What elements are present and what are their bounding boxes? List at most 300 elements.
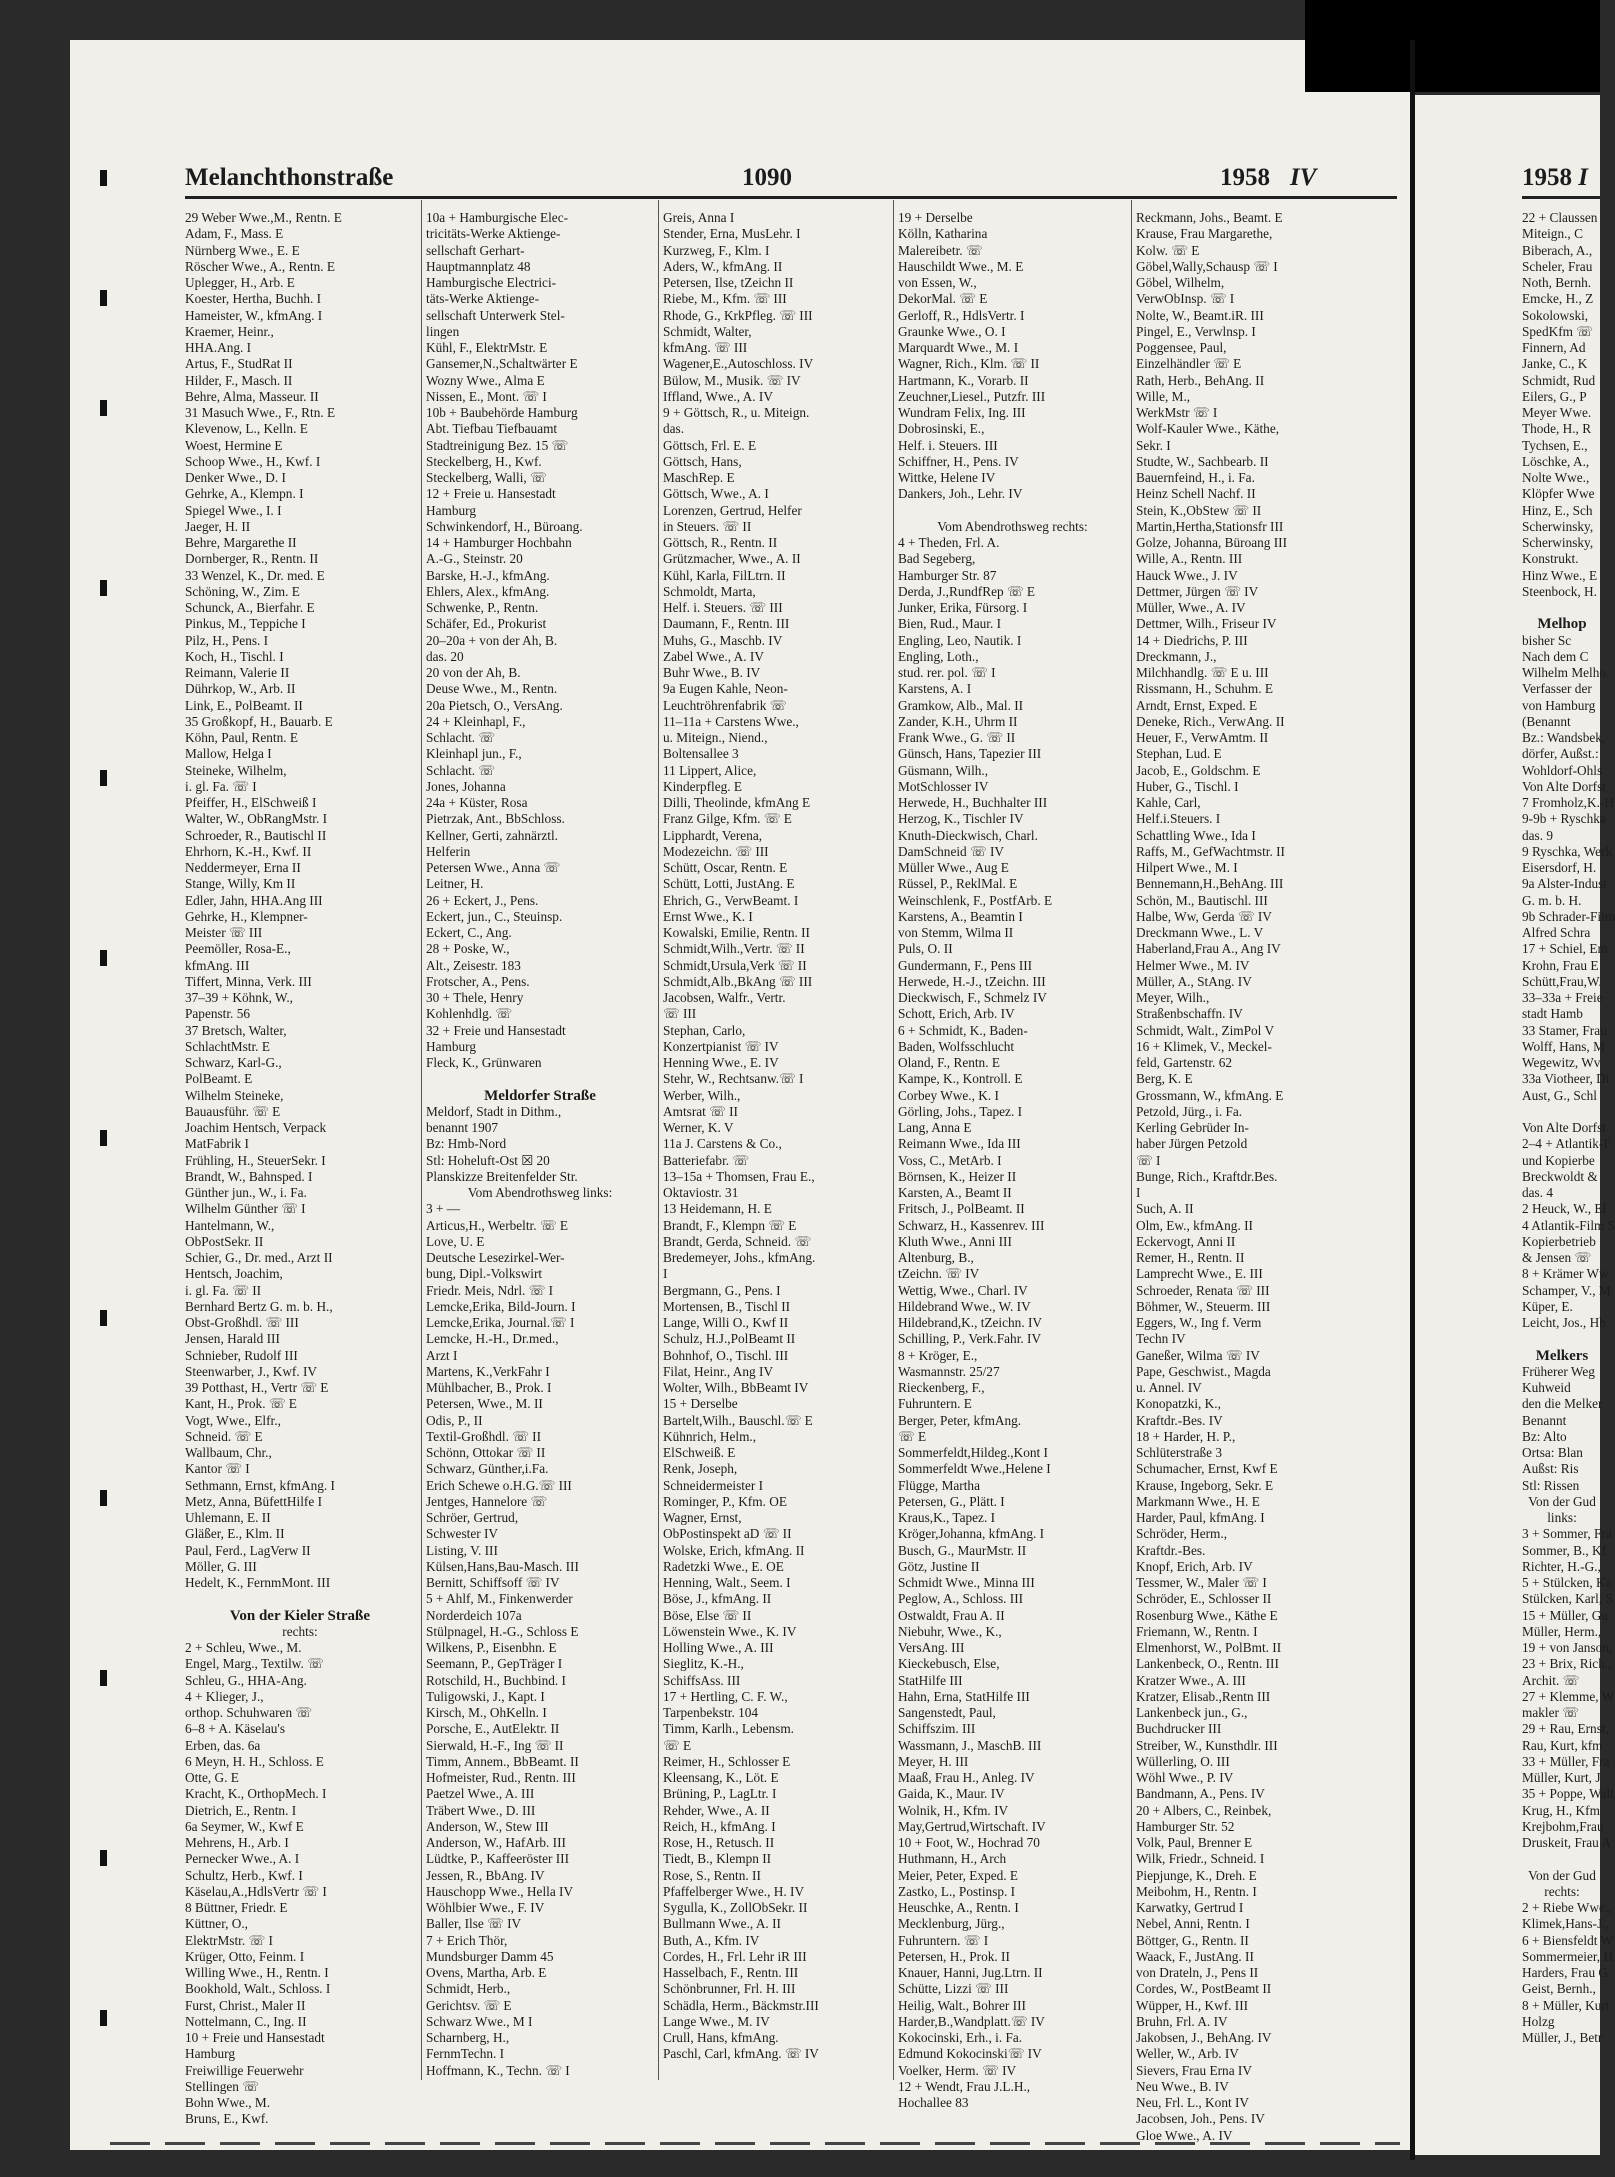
directory-entry: Joachim Hentsch, Verpack: [185, 1120, 327, 1135]
directory-entry: Kühl, Karla, FilLtrn. II: [663, 567, 786, 583]
directory-entry: Bookhold, Walt., Schloss. I: [185, 1981, 331, 1997]
directory-entry: Wasmannstr. 25/27: [898, 1363, 1000, 1379]
directory-entry: A.-G., Steinstr. 20: [426, 551, 523, 567]
directory-entry: Schwenke, P., Rentn.: [426, 600, 539, 615]
directory-entry: Tiedt, B., Klempn II: [663, 1851, 772, 1867]
directory-entry: Lankenbeck, O., Rentn. III: [1136, 1656, 1279, 1672]
directory-entry: Herwede, H.-J., tZeichn. III: [898, 973, 1046, 989]
bottom-dashed-rule: [110, 2142, 1400, 2145]
directory-entry: Gläßer, E., Klm. II: [185, 1526, 285, 1542]
directory-entry: 17 + Hertling, C. F. W.,: [663, 1688, 788, 1704]
directory-entry: rechts:: [1544, 1883, 1580, 1899]
directory-entry: Gaida, K., Maur. IV: [898, 1786, 1005, 1802]
directory-entry: feld, Gartenstr. 62: [1136, 1055, 1233, 1070]
directory-entry: Nolte Wwe.,: [1522, 470, 1590, 485]
directory-entry: Hartmann, K., Vorarb. II: [898, 372, 1029, 388]
directory-entry: Hilder, F., Masch. II: [185, 372, 293, 388]
directory-entry: Erich Schewe o.H.G.☏ III: [426, 1477, 572, 1493]
directory-entry: Nebel, Anni, Rentn. I: [1136, 1916, 1250, 1932]
directory-entry: Edler, Jahn, HHA.Ang III: [185, 892, 323, 908]
directory-entry: Müller, A., StAng. IV: [1136, 973, 1252, 989]
directory-entry: Hofmeister, Rud., Rentn. III: [426, 1770, 576, 1785]
directory-entry: Corbey Wwe., K. I: [898, 1087, 999, 1103]
directory-entry: Helmer Wwe., M. IV: [1136, 957, 1250, 973]
directory-entry: Müller Wwe., Aug E: [898, 860, 1009, 875]
directory-entry: Zastko, L., Postinsp. I: [898, 1883, 1016, 1899]
directory-entry: Börnsen, K., Heizer II: [898, 1168, 1017, 1184]
directory-entry: Streiber, W., Kunsthdlr. III: [1136, 1737, 1278, 1753]
directory-entry: 7 + Erich Thör,: [426, 1932, 508, 1948]
directory-entry: Deutsche Lesezirkel-Wer-: [426, 1250, 565, 1265]
directory-entry: Bauernfeind, H., i. Fa.: [1136, 470, 1255, 485]
directory-entry: Oktaviostr. 31: [663, 1185, 739, 1200]
directory-entry: Hedelt, K., FernmMont. III: [185, 1575, 331, 1590]
directory-entry: 11 Lippert, Alice,: [663, 762, 757, 778]
directory-entry: Wille, M.,: [1136, 388, 1191, 404]
directory-entry: Leuchtröhrenfabrik ☏: [663, 697, 787, 713]
directory-entry: Schröer, Gertrud,: [426, 1510, 519, 1525]
directory-entry: Anderson, W., Stew III: [426, 1818, 549, 1834]
directory-entry: Rüssel, P., ReklMal. E: [898, 876, 1018, 892]
directory-entry: Kellner, Gerti, zahnärztl.: [426, 827, 559, 843]
directory-entry: das. 20: [426, 648, 464, 664]
directory-entry: Melhop: [1537, 616, 1587, 633]
directory-entry: Kölln, Katharina: [898, 226, 988, 242]
binding-mark: [100, 580, 107, 596]
directory-entry: Emcke, H., Z: [1522, 291, 1594, 307]
directory-entry: 9b Schrader-Film: [1522, 908, 1615, 924]
directory-entry: Schattling Wwe., Ida I: [1136, 827, 1256, 843]
directory-entry: Gehrke, H., Klempner-: [185, 908, 308, 924]
directory-entry: Helf. i. Steuers. ☏ III: [663, 600, 783, 615]
directory-entry: Reckmann, Johs., Beamt. E: [1136, 210, 1283, 225]
directory-entry: Abt. Tiefbau Tiefbauamt: [426, 421, 558, 437]
directory-entry: [1522, 1851, 1602, 1867]
directory-entry: Schilling, P., Verk.Fahr. IV: [898, 1331, 1042, 1347]
directory-entry: ObPostinspekt aD ☏ II: [663, 1526, 792, 1542]
directory-entry: Steckelberg, Walli, ☏: [426, 470, 547, 485]
directory-entry: Peemöller, Rosa-E.,: [185, 941, 291, 957]
directory-entry: Golze, Johanna, Büroang III: [1136, 535, 1288, 550]
binding-mark: [100, 1130, 107, 1146]
directory-entry: Schamper, V., M: [1522, 1282, 1611, 1298]
directory-entry: Sieglitz, K.-H.,: [663, 1656, 744, 1672]
directory-entry: Wilkens, P., Eisenbhn. E: [426, 1640, 557, 1655]
directory-entry: Schleu, G., HHA-Ang.: [185, 1672, 307, 1688]
directory-entry: Jacob, E., Goldschm. E: [1136, 762, 1261, 778]
directory-entry: Schütt,Frau,W.: [1522, 973, 1602, 989]
directory-entry: Bz: Alto: [1522, 1428, 1567, 1444]
binding-mark: [100, 1850, 107, 1866]
directory-entry: Pfeiffer, H., ElSchweiß I: [185, 795, 317, 810]
directory-entry: Seemann, P., GepTräger I: [426, 1656, 563, 1672]
directory-entry: Von der Kieler Straße: [229, 1607, 371, 1624]
directory-entry: Von Alte Dorfst: [1522, 778, 1606, 794]
directory-entry: Janke, C., K: [1522, 356, 1588, 372]
directory-entry: Buth, A., Kfm. IV: [663, 1932, 760, 1948]
directory-entry: Köhn, Paul, Rentn. E: [185, 730, 299, 745]
directory-entry: Buhr Wwe., B. IV: [663, 665, 761, 680]
directory-entry: Stadtreinigung Bez. 15 ☏: [426, 437, 569, 453]
directory-entry: Wozny Wwe., Alma E: [426, 372, 545, 388]
directory-entry: Stange, Willy, Km II: [185, 876, 296, 892]
directory-entry: Kahle, Carl,: [1136, 795, 1201, 810]
directory-entry: Hahn, Erna, StatHilfe III: [898, 1688, 1030, 1704]
directory-entry: Wegewitz, Wv: [1522, 1055, 1601, 1070]
directory-entry: 16 + Klimek, V., Meckel-: [1136, 1038, 1272, 1054]
directory-entry: Schmidt, Herb.,: [426, 1981, 511, 1997]
binding-mark: [100, 950, 107, 966]
directory-entry: Wolff, Hans, M: [1522, 1038, 1605, 1054]
directory-entry: Breckwoldt &: [1522, 1168, 1598, 1184]
directory-entry: Sierwald, H.-F., Ing ☏ II: [426, 1737, 564, 1753]
directory-entry: Spiegel Wwe., I. I: [185, 502, 282, 518]
directory-entry: Fuhruntern. E: [898, 1396, 972, 1412]
column-divider: [421, 200, 422, 2080]
directory-entry: Schneidermeister I: [663, 1477, 764, 1493]
directory-entry: Schmoldt, Marta,: [663, 583, 756, 599]
directory-entry: Flügge, Martha: [898, 1477, 980, 1493]
binding-mark: [100, 170, 107, 186]
directory-entry: Ehrhorn, K.-H., Kwf. II: [185, 843, 312, 859]
directory-entry: Wettig, Wwe., Charl. IV: [898, 1282, 1028, 1298]
directory-entry: Bz.: Wandsbek,: [1522, 730, 1606, 745]
directory-entry: Otte, G. E: [185, 1770, 239, 1785]
directory-entry: Timm, Annem., BbBeamt. II: [426, 1753, 579, 1769]
directory-entry: 8 + Krämer Ww: [1522, 1266, 1609, 1282]
directory-entry: Lüdtke, P., Kaffeeröster III: [426, 1851, 570, 1867]
directory-entry: Werber, Wilh.,: [663, 1087, 741, 1103]
directory-entry: FernmTechn. I: [426, 2046, 505, 2062]
directory-entry: Gerloff, R., HdlsVertr. I: [898, 307, 1025, 323]
directory-entry: HHA.Ang. I: [185, 340, 252, 355]
directory-entry: Steenwarber, J., Kwf. IV: [185, 1363, 318, 1379]
directory-entry: Lemcke,Erika, Journal.☏ I: [426, 1315, 575, 1330]
directory-entry: 2–4 + Atlantik-F: [1522, 1136, 1611, 1152]
directory-entry: Löschke, A.,: [1522, 453, 1590, 469]
directory-entry: Schmidt,Ursula,Verk ☏ II: [663, 957, 807, 973]
directory-entry: 6 Meyn, H. H., Schloss. E: [185, 1753, 324, 1769]
directory-entry: Hoffmann, K., Techn. ☏ I: [426, 2062, 570, 2078]
directory-entry: Wagner, Ernst,: [663, 1510, 742, 1525]
directory-entry: Ganeßer, Wilma ☏ IV: [1136, 1347, 1260, 1363]
directory-entry: Hentsch, Joachim,: [185, 1266, 283, 1282]
directory-entry: Weinschlenk, F., PostfArb. E: [898, 892, 1053, 908]
directory-entry: Denker Wwe., D. I: [185, 470, 286, 485]
directory-entry: Elmenhorst, W., PolBmt. II: [1136, 1640, 1282, 1655]
directory-entry: Bullmann Wwe., A. II: [663, 1916, 781, 1932]
binding-mark: [100, 1310, 107, 1326]
directory-entry: Karstens, A., Beamtin I: [898, 908, 1023, 924]
directory-entry: Hildebrand,K., tZeichn. IV: [898, 1315, 1043, 1330]
directory-entry: 4 + Klieger, J.,: [185, 1688, 264, 1704]
directory-entry: Brandt, W., Bahnsped. I: [185, 1168, 313, 1184]
directory-entry: Petersen, Ilse, tZeichn II: [663, 275, 794, 290]
directory-entry: Olm, Ew., kfmAng. II: [1136, 1217, 1253, 1233]
directory-entry: Schröder, E., Schlosser II: [1136, 1591, 1272, 1607]
directory-entry: 2 + Riebe Wwe.,: [1522, 1900, 1612, 1915]
directory-entry: Sygulla, K., ZollObSekr. II: [663, 1900, 808, 1915]
directory-entry: Bien, Rud., Maur. I: [898, 616, 1002, 632]
directory-entry: 35 Großkopf, H., Bauarb. E: [185, 713, 333, 729]
directory-entry: Von der Gud: [1528, 1493, 1596, 1509]
directory-entry: rechts:: [282, 1623, 318, 1639]
directory-entry: tricitäts-Werke Aktienge-: [426, 226, 561, 242]
directory-entry: Schwarz, H., Kassenrev. III: [898, 1217, 1045, 1233]
directory-entry: Kratzer, Elisab.,Rentn III: [1136, 1688, 1271, 1704]
directory-entry: Busch, G., MaurMstr. II: [898, 1542, 1027, 1558]
directory-entry: Frotscher, A., Pens.: [426, 973, 530, 989]
directory-entry: Fleck, K., Grünwaren: [426, 1055, 542, 1070]
directory-entry: Kröger,Johanna, kfmAng. I: [898, 1526, 1045, 1542]
directory-entry: Friemann, W., Rentn. I: [1136, 1623, 1258, 1639]
directory-entry: Pernecker Wwe., A. I: [185, 1851, 300, 1867]
directory-entry: Meier, Peter, Exped. E: [898, 1867, 1019, 1883]
directory-entry: [1522, 1331, 1602, 1347]
directory-entry: 24 + Kleinhapl, F.,: [426, 713, 526, 729]
directory-entry: Gehrke, A., Klempn. I: [185, 486, 304, 502]
directory-entry: Malereibetr. ☏: [898, 242, 983, 258]
directory-entry: Nottelmann, C., Ing. II: [185, 2013, 307, 2029]
directory-entry: Hinz Wwe., E: [1522, 567, 1598, 583]
directory-entry: [1522, 600, 1602, 616]
directory-entry: Renk, Joseph,: [663, 1461, 738, 1477]
directory-entry: Walter, W., ObRangMstr. I: [185, 811, 328, 827]
directory-entry: ☏ I: [1136, 1152, 1161, 1168]
directory-entry: Stülcken, Karl, S: [1522, 1591, 1613, 1607]
directory-entry: Frühling, H., SteuerSekr. I: [185, 1152, 326, 1168]
directory-entry: Hauschildt Wwe., M. E: [898, 258, 1024, 274]
directory-entry: Kokocinski, Erh., i. Fa.: [898, 2030, 1023, 2045]
directory-entry: Scherwinsky,: [1522, 535, 1594, 550]
directory-entry: SchlachtMstr. E: [185, 1038, 270, 1054]
directory-entry: 9-9b + Ryschka: [1522, 811, 1606, 827]
directory-entry: Ortsa: Blan: [1522, 1445, 1583, 1460]
directory-entry: Uplegger, H., Arb. E: [185, 275, 295, 290]
directory-entry: Bernitt, Schiffsoff ☏ IV: [426, 1575, 560, 1590]
directory-entry: Bennemann,H.,BehAng. III: [1136, 876, 1284, 892]
directory-entry: Böse, J., kfmAng. II: [663, 1591, 772, 1607]
directory-entry: Heilig, Walt., Bohrer III: [898, 1997, 1026, 2013]
directory-entry: MatFabrik I: [185, 1136, 249, 1152]
directory-entry: 8 + Müller, Kurt: [1522, 1997, 1610, 2013]
directory-entry: Haberland,Frau A., Ang IV: [1136, 941, 1281, 957]
directory-entry: 17 + Schiel, Em: [1522, 941, 1608, 957]
directory-entry: Erben, das. 6a: [185, 1737, 261, 1753]
column-divider: [1131, 200, 1132, 2080]
directory-entry: Möller, G. III: [185, 1558, 257, 1574]
directory-entry: Mühlbacher, B., Prok. I: [426, 1380, 552, 1395]
directory-entry: Leicht, Jos., Hb: [1522, 1315, 1606, 1330]
directory-entry: Daumann, F., Rentn. III: [663, 616, 790, 632]
directory-entry: Raffs, M., GefWachtmstr. II: [1136, 843, 1285, 859]
directory-entry: Paul, Ferd., LagVerw II: [185, 1542, 311, 1558]
directory-entry: Schlacht. ☏: [426, 730, 496, 745]
directory-entry: Stephan, Lud. E: [1136, 746, 1222, 762]
directory-entry: sellschaft Unterwerk Stel-: [426, 307, 565, 323]
directory-entry: u. Miteign., Niend.,: [663, 730, 768, 745]
directory-entry: Wüpper, H., Kwf. III: [1136, 1997, 1249, 2013]
directory-entry: 12 + Wendt, Frau J.L.H.,: [898, 2078, 1031, 2094]
directory-entry: 2 + Schleu, Wwe., M.: [185, 1640, 302, 1655]
directory-entry: Paetzel Wwe., A. III: [426, 1786, 535, 1802]
directory-entry: Wittke, Helene IV: [898, 470, 996, 485]
directory-entry: Hamburg: [185, 2046, 235, 2062]
directory-entry: Stl: Rissen: [1522, 1477, 1580, 1493]
directory-entry: Lemcke, H.-H., Dr.med.,: [426, 1331, 559, 1347]
street-heading: Melanchthonstraße: [185, 164, 394, 191]
directory-entry: 10a + Hamburgische Elec-: [426, 210, 569, 225]
directory-entry: Jacobsen, Walfr., Vertr.: [663, 990, 786, 1005]
directory-entry: Dietrich, E., Rentn. I: [185, 1802, 297, 1818]
directory-entry: Remer, H., Rentn. II: [1136, 1250, 1245, 1265]
directory-entry: Such, A. II: [1136, 1201, 1194, 1217]
directory-entry: Lange Wwe., M. IV: [663, 2013, 770, 2029]
directory-entry: & Jensen ☏: [1522, 1250, 1592, 1265]
directory-entry: Schroeder, R., Bautischl II: [185, 827, 327, 843]
directory-entry: DamSchneid ☏ IV: [898, 843, 1004, 859]
directory-entry: 10 + Foot, W., Hochrad 70: [898, 1835, 1040, 1850]
directory-entry: StatHilfe III: [898, 1672, 963, 1688]
directory-entry: Stehr, W., Rechtsanw.☏ I: [663, 1071, 804, 1087]
directory-entry: Wolf-Kauler Wwe., Käthe,: [1136, 421, 1280, 437]
directory-entry: Sommermeier, H: [1522, 1948, 1614, 1964]
directory-entry: Stephan, Carlo,: [663, 1022, 746, 1038]
directory-entry: Einzelhändler ☏ E: [1136, 356, 1242, 372]
directory-entry: Wüllerling, O. III: [1136, 1753, 1230, 1769]
directory-entry: Gansemer,N.,Schaltwärter E: [426, 356, 578, 372]
directory-entry: Hameister, W., kfmAng. I: [185, 307, 323, 323]
directory-entry: Sokolowski,: [1522, 307, 1589, 323]
directory-entry: Petzold, Jürg., i. Fa.: [1136, 1103, 1243, 1119]
directory-entry: Schädla, Herm., Bäckmstr.III: [663, 1997, 819, 2013]
directory-entry: Göttsch, R., Rentn. II: [663, 535, 778, 550]
directory-entry: das.: [663, 421, 685, 437]
directory-column-2: [426, 210, 654, 2090]
directory-entry: ElSchweiß. E: [663, 1445, 736, 1460]
directory-entry: Sekr. I: [1136, 437, 1171, 453]
directory-entry: Nürnberg Wwe., E. E: [185, 242, 300, 258]
directory-entry: Jentges, Hannelore ☏: [426, 1493, 548, 1509]
directory-entry: Baden, Wolfsschlucht: [898, 1038, 1015, 1054]
column-divider: [893, 200, 894, 2080]
directory-entry: bung, Dipl.-Volkswirt: [426, 1266, 543, 1282]
directory-entry: Tiffert, Minna, Verk. III: [185, 973, 312, 989]
directory-entry: Jakobsen, J., BehAng. IV: [1136, 2030, 1272, 2045]
directory-entry: Berger, Peter, kfmAng.: [898, 1412, 1022, 1428]
directory-entry: Schultz, Herb., Kwf. I: [185, 1867, 303, 1883]
directory-entry: Günsch, Hans, Tapezier III: [898, 746, 1042, 762]
directory-entry: Herzog, K., Tischler IV: [898, 811, 1024, 827]
directory-entry: 22 + Claussen: [1522, 210, 1598, 225]
directory-entry: Müller, Kurt, J: [1522, 1770, 1601, 1785]
directory-entry: Hamburg: [426, 502, 476, 518]
directory-entry: Bohnhof, O., Tischl. III: [663, 1347, 789, 1363]
directory-entry: Aders, W., kfmAng. II: [663, 258, 783, 274]
directory-entry: Güsmann, Wilh.,: [898, 762, 989, 778]
directory-entry: Schönbrunner, Frl. H. III: [663, 1981, 796, 1997]
directory-entry: 3 + —: [426, 1201, 461, 1217]
directory-entry: Schwarz, Günther,i.Fa.: [426, 1461, 549, 1477]
directory-entry: Mehrens, H., Arb. I: [185, 1835, 289, 1850]
directory-entry: i. gl. Fa. ☏ II: [185, 1282, 262, 1298]
directory-entry: Heuer, F., VerwAmtm. II: [1136, 730, 1269, 745]
directory-entry: 28 + Poske, W.,: [426, 941, 510, 957]
directory-entry: Bartelt,Wilh., Bauschl.☏ E: [663, 1412, 813, 1428]
directory-entry: Reich, H., kfmAng. I: [663, 1818, 776, 1834]
directory-entry: Steenbock, H.: [1522, 583, 1597, 599]
directory-entry: Krause, Frau Margarethe,: [1136, 226, 1273, 242]
directory-entry: Halbe, Ww, Gerda ☏ IV: [1136, 908, 1272, 924]
directory-entry: 18 + Harder, H. P.,: [1136, 1428, 1236, 1444]
directory-entry: Lankenbeck jun., G.,: [1136, 1705, 1248, 1720]
directory-entry: Schlüterstraße 3: [1136, 1445, 1223, 1460]
directory-entry: Eggers, W., Ing f. Verm: [1136, 1315, 1262, 1330]
binding-mark: [100, 1670, 107, 1686]
directory-entry: Schön, M., Bautischl. III: [1136, 892, 1268, 908]
directory-entry: von Essen, W.,: [898, 275, 977, 290]
directory-entry: 11a J. Carstens & Co.,: [663, 1136, 782, 1152]
directory-entry: Rose, S., Rentn. II: [663, 1867, 761, 1883]
directory-entry: Konstrukt.: [1522, 551, 1579, 567]
directory-entry: Klevenow, L., Kelln. E: [185, 421, 308, 437]
directory-entry: Deuse Wwe., M., Rentn.: [426, 681, 558, 697]
directory-entry: [1522, 1104, 1602, 1120]
directory-entry: Franz Gilge, Kfm. ☏ E: [663, 811, 792, 827]
directory-entry: [185, 1591, 415, 1607]
directory-entry: 3 + Sommer, Fra: [1522, 1526, 1612, 1542]
directory-entry: Oland, F., Rentn. E: [898, 1055, 1000, 1070]
directory-entry: Dreckmann Wwe., L. V: [1136, 925, 1264, 940]
directory-entry: Frank Wwe., G. ☏ II: [898, 730, 1016, 745]
directory-entry: Scherwinsky,: [1522, 518, 1594, 534]
directory-entry: Meister ☏ III: [185, 925, 263, 940]
directory-entry: haber Jürgen Petzold: [1136, 1136, 1248, 1152]
directory-entry: 20a Pietsch, O., VersAng.: [426, 697, 563, 713]
directory-entry: Kerling Gebrüder In-: [1136, 1120, 1249, 1135]
directory-entry: Götz, Justine II: [898, 1558, 980, 1574]
directory-entry: Brandt, F., Klempn ☏ E: [663, 1217, 797, 1233]
directory-entry: 19 + Derselbe: [898, 210, 973, 225]
directory-entry: Krause, Ingeborg, Sekr. E: [1136, 1477, 1274, 1493]
directory-entry: May,Gertrud,Wirtschaft. IV: [898, 1818, 1046, 1834]
directory-entry: Biberach, A.,: [1522, 242, 1593, 258]
header-rule: [185, 196, 1397, 199]
directory-entry: Dilli, Theolinde, kfmAng E: [663, 795, 811, 810]
directory-entry: Wagner, Rich., Klm. ☏ II: [898, 356, 1040, 372]
directory-entry: 31 Masuch Wwe., F., Rtn. E: [185, 405, 336, 420]
directory-entry: Mallow, Helga I: [185, 746, 272, 762]
directory-entry: Niebuhr, Wwe., K.,: [898, 1623, 1002, 1639]
directory-entry: Stl: Hoheluft-Ost ☒ 20: [426, 1152, 550, 1168]
directory-entry: Amtsrat ☏ II: [663, 1103, 738, 1119]
directory-entry: Martens, K.,VerkFahr I: [426, 1363, 550, 1379]
directory-entry: Bergmann, G., Pens. I: [663, 1282, 781, 1298]
directory-entry: Träbert Wwe., D. III: [426, 1802, 536, 1818]
directory-entry: kfmAng. ☏ III: [663, 340, 748, 355]
directory-entry: Leitner, H.: [426, 876, 484, 892]
binding-mark: [100, 1490, 107, 1506]
directory-entry: Heinz Schell Nachf. II: [1136, 486, 1256, 502]
directory-entry: Krejbohm,Frau: [1522, 1818, 1604, 1834]
directory-entry: Modezeichn. ☏ III: [663, 843, 769, 859]
directory-entry: Hauck Wwe., J. IV: [1136, 567, 1238, 583]
directory-entry: Schneid. ☏ E: [185, 1428, 263, 1444]
directory-entry: Piepjunge, K., Dreh. E: [1136, 1867, 1257, 1883]
directory-entry: Kleinhapl jun., F.,: [426, 746, 522, 762]
directory-entry: Aust, G., Schl: [1522, 1087, 1597, 1103]
directory-entry: Filat, Heinr., Ang IV: [663, 1363, 774, 1379]
